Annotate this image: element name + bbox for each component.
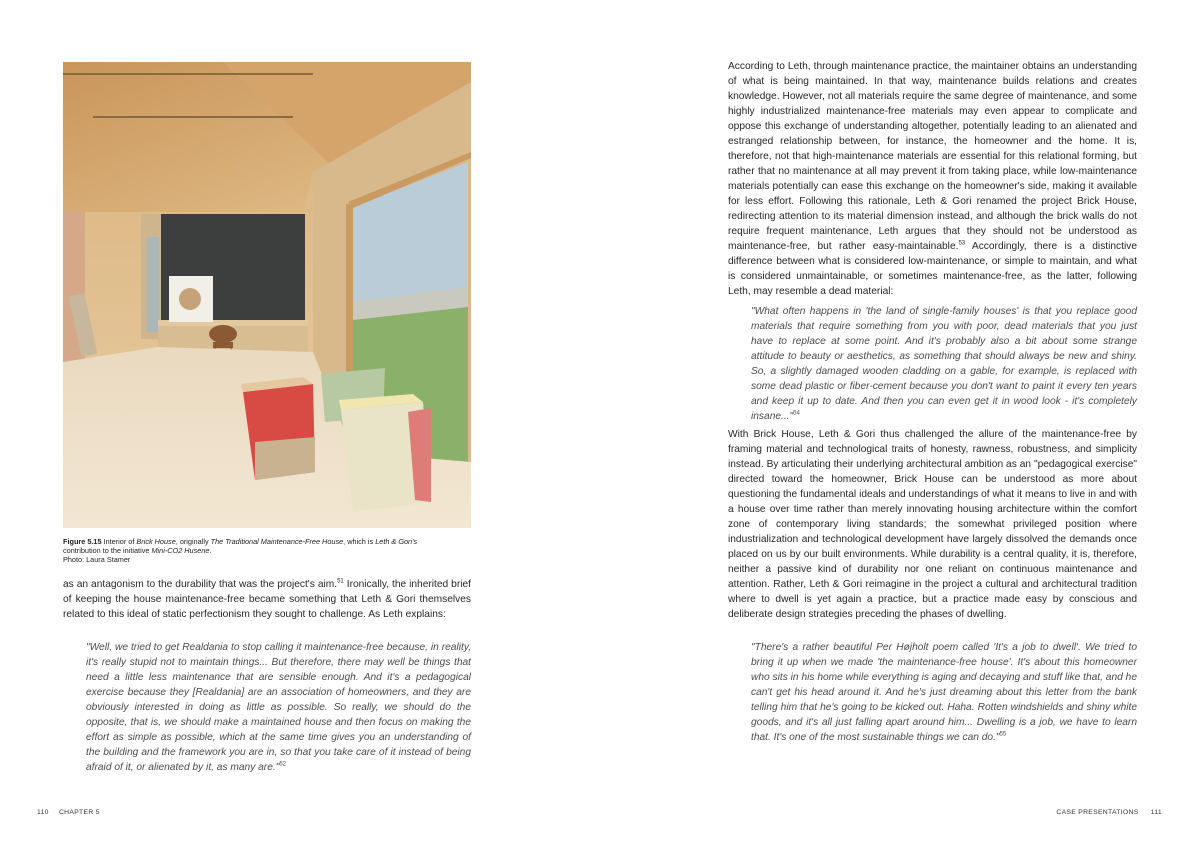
caption-text: , which is	[343, 537, 376, 546]
body-paragraph	[728, 59, 1137, 299]
page-number: 110	[37, 809, 49, 816]
page-number: 111	[1150, 809, 1162, 816]
running-header: CASE PRESENTATIONS	[1056, 809, 1139, 816]
footnote-ref[interactable]: 52	[279, 761, 287, 768]
running-header: CHAPTER 5	[58, 809, 100, 816]
quote-text: "There's a rather beautiful Per Højholt poem called 'It's a job to dwell'. We tried to bring it up when we made 'the maintenance-free house'. It's about this homeowner who sits in his home while everything is aging and decaying and stuff like that, and he can't get his head around it. And he's just dreaming about this letter from the bank telling him that he's going to be kicked out. Haha. Rotten windshields and shiny white goods, and it's all just falling apart around him... Dwelling is a job, we have to learn that. It's one of the most sustainable things we can do."	[751, 642, 1137, 743]
figure-caption	[63, 537, 471, 564]
right-page-footer	[1056, 809, 1162, 816]
caption-text: , originally	[175, 537, 211, 546]
caption-title: Leth & Gori's	[375, 537, 418, 546]
caption-title: The Traditional Maintenance-Free House	[210, 537, 344, 546]
body-paragraph	[728, 427, 1137, 622]
paragraph-text: With Brick House, Leth & Gori thus challenged the allure of the maintenance-free by framing material and technological traits of honesty, rawness, robustness, and simplicity instead. By articulating their underlying architectural ambition as an "pedagogical exercise" directed toward the homeowner, Brick House can be understood as more about questioning the fundamental ideals and understandings of what it means to live in and with a house over time rather than merely innovating housing architecture within the comfort zone of contemporary living standards; the somewhat privileged position where industrialization and technological development have largely dissolved the demands once placed on us by our built environments. While durability is a central quality, it is, therefore, neither a passive kind of durability nor one reliant on continuous maintenance and attention. Rather, Leth & Gori reimagine in the project a cultural and architectural tradition where to dwell is yet again a practice, but a practice made easy by conscious and deliberate design strategies preceding the phases of dwelling.	[728, 429, 1137, 620]
block-quote	[751, 640, 1137, 745]
caption-text: contribution to the initiative	[63, 546, 152, 555]
figure-label: Figure 5.15	[63, 537, 102, 546]
block-quote	[751, 304, 1137, 424]
quote-text: "What often happens in 'the land of single-family houses' is that you replace good materials that require something from you with poor, dead materials that you just have to replace at some point. And it's probably also a bit about some strange attitude to beauty or aesthetics, as something that should always be new and shiny. So, a slightly damaged wooden cladding on a gable, for example, is replaced with some dead plastic or fiber-cement because you don't want to paint it every ten years and keep it up to date. And then you can even get it in wood look - it's completely insane..."	[751, 306, 1137, 422]
quote-text: "Well, we tried to get Realdania to stop calling it maintenance-free because, in reality, it's really stupid not to maintain things... But therefore, there may well be things that need a little less maintenance that are sensible enough. And it's a pedagogical exercise because they [Realdania] are an association of homeowners, and they are obviously interested in doing as little as possible. So really, we should do the opposite, that is, we should make a maintained house and then focus on making the effort as simple as possible, which at the same time gives you an understanding of the building and the framework you are in, so that you take care of it instead of being afraid of it, or alienated by it, as many are."	[86, 642, 471, 773]
brick-house-interior-photo	[63, 62, 471, 528]
left-page-footer	[37, 809, 100, 816]
footnote-ref[interactable]: 53	[958, 240, 966, 247]
paragraph-text: as an antagonism to the durability that was the project's aim.	[63, 579, 338, 590]
paragraph-text: According to Leth, through maintenance practice, the maintainer obtains an understanding of what is being maintained. In that way, maintenance builds relations and creates knowledge. However, not all materials require the same degree of maintenance, and some highly industrialized maintenance-free materials may even appear to complicate and oppose this exchange of understanding altogether, potentially leading to an alienated and estranged relationship between, for instance, the homeowner and the home. It is, therefore, not that high-maintenance materials are essential for this relational forming, but rather that no maintenance at all may prevent it from taking place, while low-maintenance materials potentially can ease this exchange on the homeowner's side, making it available for less effort. Following this rationale, Leth & Gori renamed the project Brick House, redirecting attention to its material dimension instead, and although the brick walls do not require frequent maintenance, Leth argues that they should not be understood as maintenance-free, but rather easy-maintainable.	[728, 61, 1137, 252]
footnote-ref[interactable]: 55	[999, 731, 1007, 738]
caption-title: Mini-CO2 Husene	[151, 546, 210, 555]
paragraph-text: Ironically, the inherited brief of keeping the house maintenance-free became something that Leth & Gori themselves related to this ideal of static perfectionism they sought to challenge. As Leth explains:	[63, 579, 471, 620]
caption-text: .	[209, 546, 212, 555]
photo-credit: Photo: Laura Stamer	[63, 555, 131, 564]
footnote-ref[interactable]: 51	[337, 578, 344, 585]
caption-text: Interior of	[101, 537, 137, 546]
caption-title: Brick House	[136, 537, 176, 546]
body-paragraph	[63, 577, 471, 622]
paragraph-text: Accordingly, there is a distinctive difference between what is considered low-maintenance, or simple to maintain, and what is considered unmaintainable, or sometimes maintenance-free, as the latter, following Leth, may resemble a dead material:	[728, 241, 1137, 297]
block-quote	[86, 640, 471, 775]
footnote-ref[interactable]: 54	[793, 410, 800, 417]
